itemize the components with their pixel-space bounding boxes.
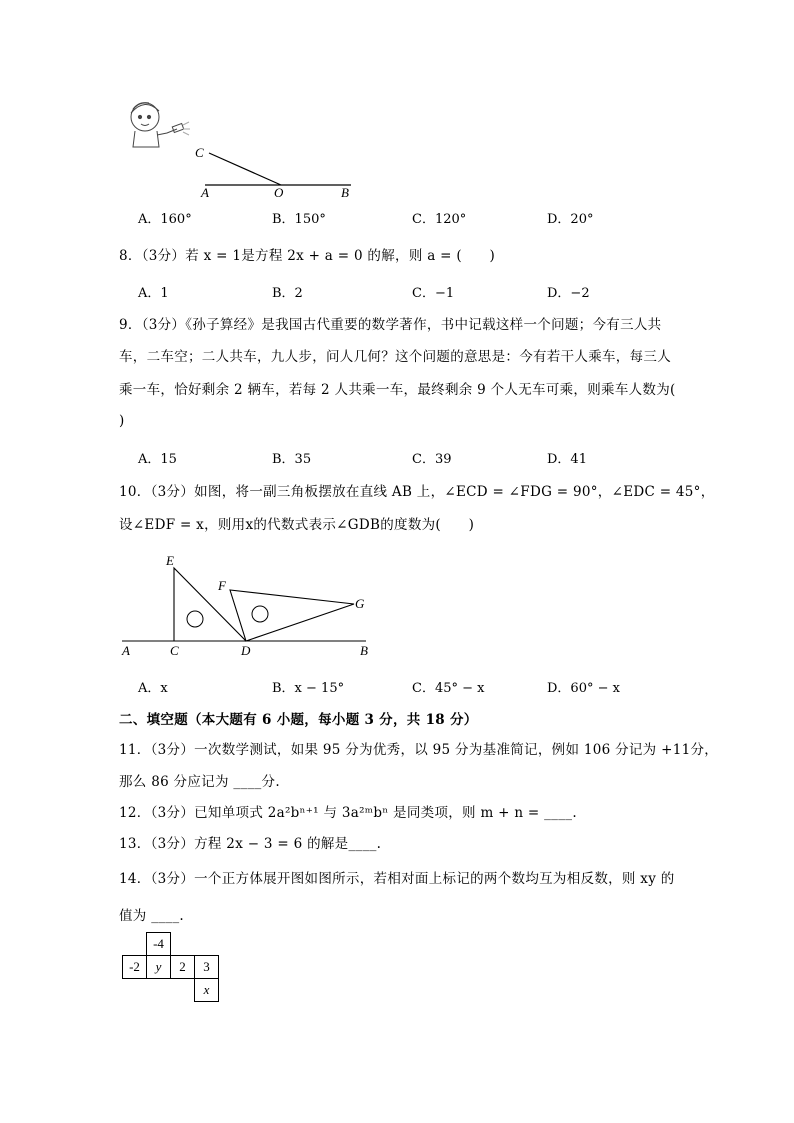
q8-option-b[interactable]: B．2 <box>272 286 303 301</box>
q10-figure <box>118 552 378 662</box>
triangle-ecd <box>174 568 246 641</box>
label-f: F <box>218 578 226 593</box>
q10-stem-line-1: 10．（3分）如图，将一副三角板摆放在直线 AB 上，∠ECD = ∠FDG = 90°，∠EDC = 45°， <box>119 484 715 500</box>
net-cell: -2 <box>123 956 147 979</box>
q9-stem-line-3: 乘一车，恰好剩余 2 辆车，若每 2 人共乘一车，最终剩余 9 个人无车可乘，则乘车人数为( <box>119 382 676 398</box>
net-cell: x <box>195 979 219 1002</box>
q9-option-a[interactable]: A．15 <box>138 452 177 467</box>
q9-stem-line-4: ) <box>119 413 125 429</box>
q7-option-a[interactable]: A．160° <box>138 212 192 227</box>
net-cell: 2 <box>171 956 195 979</box>
q8-stem: 8．（3分）若 x = 1是方程 2x + a = 0 的解，则 a = ( ) <box>119 248 496 264</box>
net-cell: -4 <box>147 933 171 956</box>
q9-option-d[interactable]: D．41 <box>547 452 587 467</box>
q10-stem-line-2: 设∠EDF = x，则用x的代数式表示∠GDB的度数为( ) <box>119 517 475 533</box>
q9-stem-line-2: 车，二车空；二人共车，九人步，问人几何？这个问题的意思是：今有若干人乘车，每三人 <box>119 349 671 365</box>
label-b: B <box>341 185 349 200</box>
q10-option-c[interactable]: C．45° − x <box>412 681 485 696</box>
label-o: O <box>274 185 284 200</box>
triangle-fdg <box>230 590 354 641</box>
net-cell: 3 <box>195 956 219 979</box>
q10-option-d[interactable]: D．60° − x <box>547 681 620 696</box>
section-title: 二、填空题（本大题有 6 小题，每小题 3 分，共 18 分） <box>119 712 478 728</box>
q10-option-a[interactable]: A．x <box>138 681 168 696</box>
ray-oc <box>209 153 281 185</box>
q11-line-2: 那么 86 分应记为 ____分. <box>119 774 280 790</box>
label-b: B <box>360 643 368 658</box>
q12-line: 12．（3分）已知单项式 2a²bⁿ⁺¹ 与 3a²ᵐbⁿ 是同类项，则 m + n = ____. <box>119 805 577 821</box>
q14-line-1: 14．（3分）一个正方体展开图如图所示，若相对面上标记的两个数均互为相反数，则 xy 的 <box>119 871 675 887</box>
q7-option-d[interactable]: D．20° <box>547 212 594 227</box>
q7-option-b[interactable]: B．150° <box>272 212 326 227</box>
q7-figure <box>115 95 365 205</box>
q8-option-a[interactable]: A．1 <box>138 286 169 301</box>
label-c: C <box>195 145 204 160</box>
label-d: D <box>241 643 251 658</box>
triangle-hole <box>187 611 203 627</box>
q11-line-1: 11．（3分）一次数学测试，如果 95 分为优秀，以 95 分为基准简记，例如 106 分记为 +11分， <box>119 742 719 758</box>
q8-option-c[interactable]: C．−1 <box>412 286 455 301</box>
label-a: A <box>122 643 130 658</box>
q14-line-2: 值为 ____. <box>119 908 184 924</box>
label-e: E <box>166 553 174 568</box>
q9-stem-line-1: 9．（3分）《孙子算经》是我国古代重要的数学著作，书中记载这样一个问题；今有三人共 <box>119 317 662 333</box>
label-g: G <box>355 596 365 611</box>
q7-option-c[interactable]: C．120° <box>412 212 467 227</box>
label-a: A <box>201 185 209 200</box>
q13-line: 13．（3分）方程 2x − 3 = 6 的解是____. <box>119 836 382 852</box>
net-cell: y <box>147 956 171 979</box>
cube-net <box>122 932 219 1002</box>
cartoon-child-icon <box>131 103 190 147</box>
q8-option-d[interactable]: D．−2 <box>547 286 590 301</box>
q9-option-b[interactable]: B．35 <box>272 452 312 467</box>
q9-option-c[interactable]: C．39 <box>412 452 452 467</box>
triangle-hole <box>252 606 268 622</box>
q10-option-b[interactable]: B．x − 15° <box>272 681 345 696</box>
label-c: C <box>170 643 179 658</box>
